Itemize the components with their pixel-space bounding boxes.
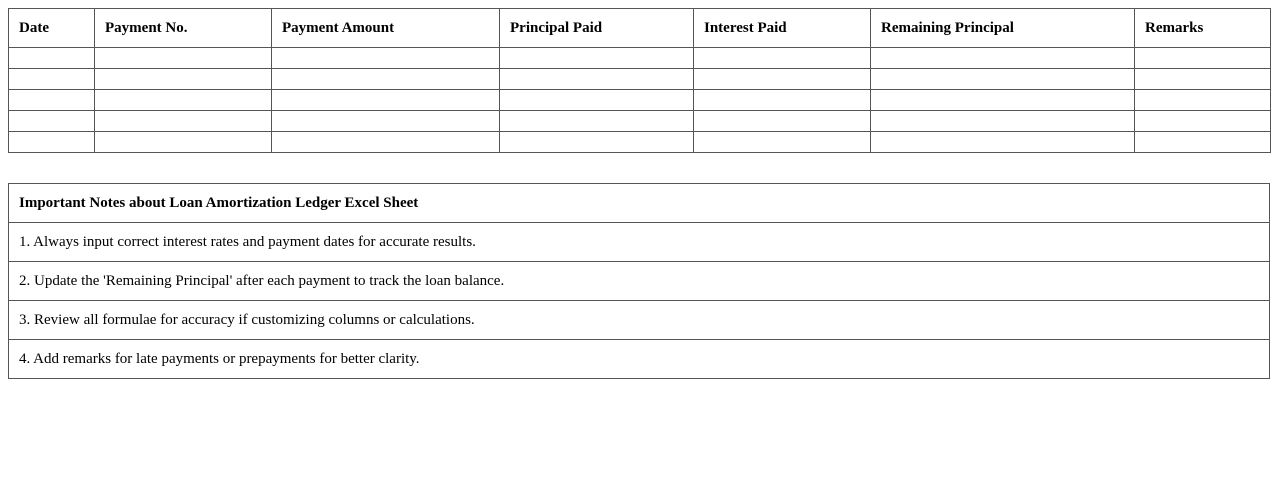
cell-date[interactable]	[9, 111, 95, 132]
loan-ledger-table	[8, 8, 1271, 153]
cell-date[interactable]	[9, 132, 95, 153]
cell-principal-paid[interactable]	[500, 90, 694, 111]
ledger-header-row	[9, 9, 1271, 48]
cell-remarks[interactable]	[1135, 48, 1271, 69]
cell-remaining-principal[interactable]	[871, 69, 1135, 90]
cell-remarks[interactable]	[1135, 69, 1271, 90]
table-row	[9, 48, 1271, 69]
cell-payment-amount[interactable]	[272, 69, 500, 90]
cell-interest-paid[interactable]	[694, 90, 871, 111]
header-principal-paid: Principal Paid	[500, 9, 694, 48]
header-payment-no: Payment No.	[95, 9, 272, 48]
cell-interest-paid[interactable]	[694, 132, 871, 153]
cell-principal-paid[interactable]	[500, 132, 694, 153]
note-item: 2. Update the 'Remaining Principal' after each payment to track the loan balance.	[9, 262, 1270, 301]
cell-date[interactable]	[9, 48, 95, 69]
list-item	[9, 301, 1270, 340]
notes-header-row	[9, 184, 1270, 223]
cell-principal-paid[interactable]	[500, 48, 694, 69]
cell-payment-no[interactable]	[95, 111, 272, 132]
cell-payment-no[interactable]	[95, 90, 272, 111]
cell-date[interactable]	[9, 69, 95, 90]
list-item	[9, 223, 1270, 262]
notes-title: Important Notes about Loan Amortization Ledger Excel Sheet	[9, 184, 1270, 223]
cell-remarks[interactable]	[1135, 111, 1271, 132]
cell-payment-no[interactable]	[95, 132, 272, 153]
cell-interest-paid[interactable]	[694, 111, 871, 132]
header-date: Date	[9, 9, 95, 48]
header-remaining-principal: Remaining Principal	[871, 9, 1135, 48]
cell-remarks[interactable]	[1135, 132, 1271, 153]
cell-remaining-principal[interactable]	[871, 132, 1135, 153]
cell-principal-paid[interactable]	[500, 69, 694, 90]
important-notes-table	[8, 183, 1270, 379]
table-row	[9, 90, 1271, 111]
cell-interest-paid[interactable]	[694, 48, 871, 69]
cell-interest-paid[interactable]	[694, 69, 871, 90]
cell-remaining-principal[interactable]	[871, 111, 1135, 132]
cell-payment-no[interactable]	[95, 69, 272, 90]
cell-principal-paid[interactable]	[500, 111, 694, 132]
cell-payment-no[interactable]	[95, 48, 272, 69]
cell-payment-amount[interactable]	[272, 48, 500, 69]
cell-payment-amount[interactable]	[272, 90, 500, 111]
header-interest-paid: Interest Paid	[694, 9, 871, 48]
cell-payment-amount[interactable]	[272, 111, 500, 132]
note-item: 4. Add remarks for late payments or prepayments for better clarity.	[9, 340, 1270, 379]
list-item	[9, 262, 1270, 301]
note-item: 1. Always input correct interest rates and payment dates for accurate results.	[9, 223, 1270, 262]
table-row	[9, 111, 1271, 132]
cell-remaining-principal[interactable]	[871, 90, 1135, 111]
note-item: 3. Review all formulae for accuracy if customizing columns or calculations.	[9, 301, 1270, 340]
list-item	[9, 340, 1270, 379]
table-row	[9, 132, 1271, 153]
cell-payment-amount[interactable]	[272, 132, 500, 153]
cell-date[interactable]	[9, 90, 95, 111]
header-payment-amount: Payment Amount	[272, 9, 500, 48]
cell-remarks[interactable]	[1135, 90, 1271, 111]
table-row	[9, 69, 1271, 90]
header-remarks: Remarks	[1135, 9, 1271, 48]
cell-remaining-principal[interactable]	[871, 48, 1135, 69]
